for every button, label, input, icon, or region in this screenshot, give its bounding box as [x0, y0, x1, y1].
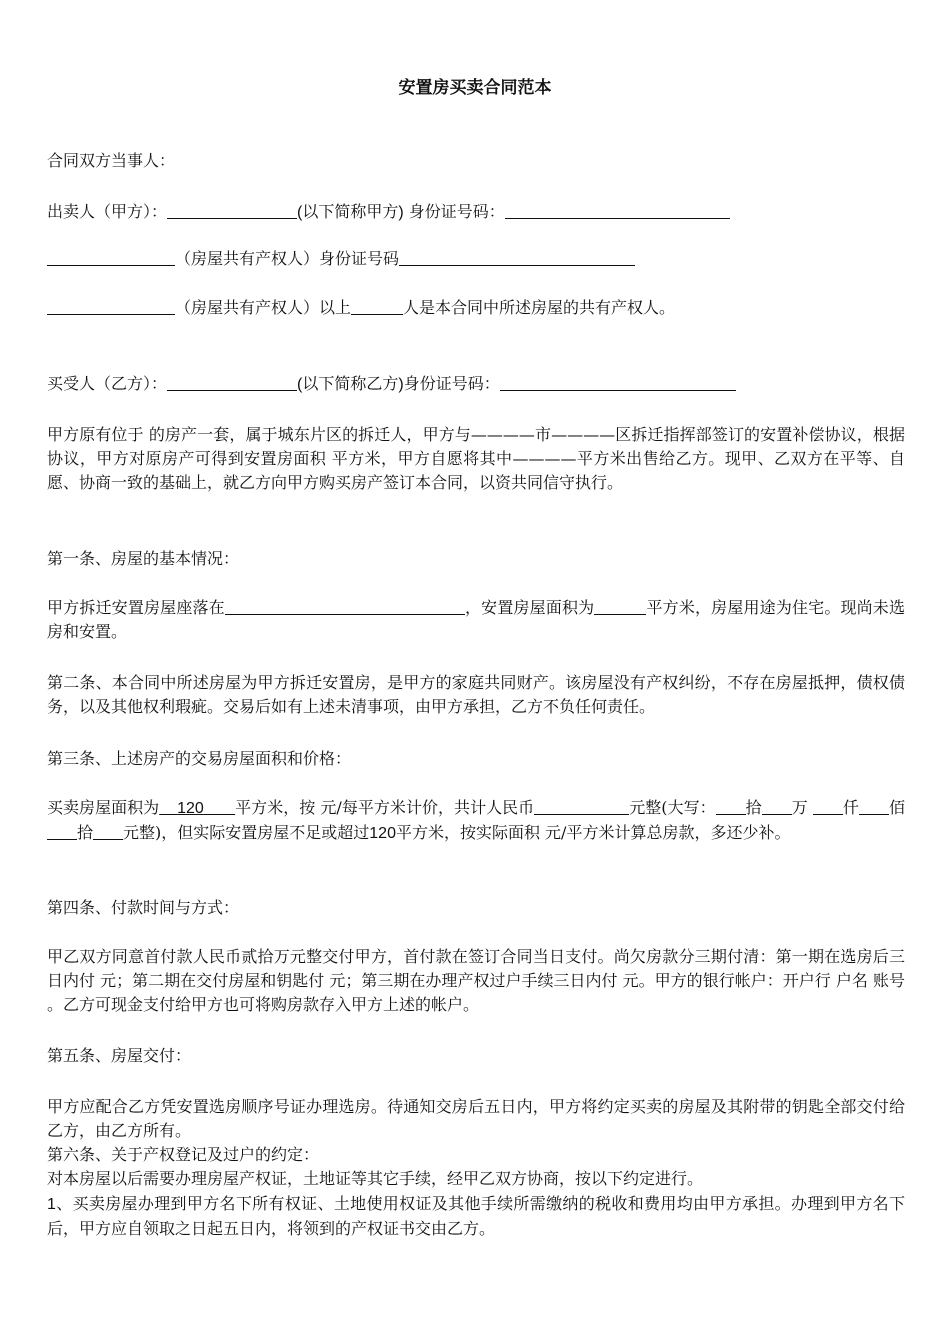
seller-alias: (以下简称甲方): [297, 204, 404, 221]
article-1-body: [47, 596, 905, 644]
seller-name-blank[interactable]: [167, 202, 297, 219]
article-1-text-3: 平方米，房屋用途为住宅。现尚未选房和安置。: [47, 598, 905, 641]
unit-qian: 仟: [842, 798, 859, 817]
buyer-id-blank[interactable]: [500, 374, 736, 391]
buyer-id-label: 身份证号码：: [403, 374, 500, 393]
buyer-alias: (以下简称乙方): [297, 376, 404, 393]
intro-paragraph: 甲方原有位于 的房产一套，属于城东片区的拆迁人，甲方与————市————区拆迁指挥部签订的安置补偿协议，根据协议，甲方对原房产可得到安置房面积 平方米，甲方自愿将其中————平方米出售给乙方。现甲、乙双方在平等、自愿、协商一致的基础上，就乙方向甲方购买房产签订本合同，以资共同信守执行。: [47, 425, 905, 492]
article-2: 第二条、本合同中所述房屋为甲方拆迁安置房，是甲方的家庭共同财产。该房屋没有产权纠纷，不存在房屋抵押，债权债务，以及其他权利瑕疵。交易后如有上述未清事项，由甲方承担，乙方不负任何责任。: [47, 673, 905, 716]
co-owner-line-2: [47, 297, 675, 319]
article-6-item-1: [47, 1192, 905, 1241]
wan-blank[interactable]: [762, 798, 792, 815]
co-owner-line-1: [47, 248, 635, 270]
seller-label: 出卖人（甲方）：: [47, 202, 168, 221]
buyer-label: 买受人（乙方）：: [47, 374, 168, 393]
shi-blank[interactable]: [47, 823, 77, 840]
article-3-text-1: 买卖房屋面积为: [47, 798, 160, 817]
co-owner-2-label: （房屋共有产权人）以上: [175, 298, 352, 317]
document-title: 安置房买卖合同范本: [398, 78, 552, 98]
article-4-body: 甲乙双方同意首付款人民币贰拾万元整交付甲方，首付款在签订合同当日支付。尚欠房款分三期付清：第一期在选房后三日内付 元；第二期在交付房屋和钥匙付 元；第三期在办理产权过户手续三日内付 元。甲方的银行帐户：开户行 户名 账号 。乙方可现金支付给甲方也可将购房款存入甲方上述的帐户。: [47, 947, 905, 1014]
bai-blank[interactable]: [859, 798, 889, 815]
article-4-heading: 第四条、付款时间与方式：: [47, 898, 240, 917]
co-owner-2-name-blank[interactable]: [47, 298, 175, 315]
article-6-heading: 第六条、关于产权登记及过户的约定：: [47, 1145, 320, 1164]
article-3-text-3: 元整(大写：: [629, 798, 716, 817]
parties-heading: 合同双方当事人：: [47, 151, 176, 170]
co-owner-1-label: （房屋共有产权人）身份证号码: [175, 249, 400, 268]
seller-id-blank[interactable]: [505, 202, 730, 219]
shi-wan-blank[interactable]: [716, 798, 746, 815]
article-6-line-1: 对本房屋以后需要办理房屋产权证，土地证等其它手续，经甲乙双方协商，按以下约定进行。: [47, 1169, 704, 1188]
article-3-body: [47, 796, 905, 846]
article-5-body: 甲方应配合乙方凭安置选房顺序号证办理选房。待通知交房后五日内，甲方将约定买卖的房屋及其附带的钥匙全部交付给乙方，由乙方所有。: [47, 1097, 905, 1140]
seller-id-label: 身份证号码：: [403, 202, 505, 221]
unit-shi: 拾: [745, 798, 762, 817]
article-3-text-5: 平方米，按实际面积 元/平方米计算总房款，多还少补。: [395, 823, 791, 842]
location-blank[interactable]: [225, 598, 465, 615]
qian-blank[interactable]: [813, 798, 843, 815]
unit-wan: 万: [791, 798, 808, 817]
co-owner-1-name-blank[interactable]: [47, 249, 175, 266]
co-owner-2-suffix: 人是本合同中所述房屋的共有产权人。: [403, 298, 676, 317]
article-1-text-2: ，安置房屋面积为: [464, 598, 595, 617]
total-price-blank[interactable]: [534, 798, 629, 815]
article-1-text-1: 甲方拆迁安置房屋座落在: [47, 598, 225, 617]
area-blank[interactable]: [594, 598, 646, 615]
yuan-blank[interactable]: [93, 823, 123, 840]
item-number: 1: [47, 1196, 56, 1213]
article-3-heading: 第三条、上述房产的交易房屋面积和价格：: [47, 749, 352, 768]
area-value: 120: [177, 800, 204, 817]
item-1-text: 、买卖房屋办理到甲方名下所有权证、土地使用权证及其他手续所需缴纳的税收和费用均由甲方承担。办理到甲方名下后，甲方应自领取之日起五日内，将领到的产权证书交由乙方。: [47, 1194, 905, 1238]
unit-shi-2: 拾: [77, 823, 94, 842]
article-5-heading: 第五条、房屋交付：: [47, 1046, 192, 1065]
unit-bai: 佰: [888, 798, 905, 817]
buyer-name-blank[interactable]: [167, 374, 297, 391]
area-value-2: 120: [369, 825, 396, 842]
buyer-line: [47, 373, 736, 396]
seller-line: [47, 201, 730, 224]
article-1-heading: 第一条、房屋的基本情况：: [47, 549, 240, 568]
co-owner-1-id-blank[interactable]: [399, 249, 635, 266]
co-owner-count-blank[interactable]: [351, 298, 403, 315]
article-3-text-4: 元整)，但实际安置房屋不足或超过: [123, 823, 370, 842]
article-3-text-2: 平方米，按 元/每平方米计价，共计人民币: [235, 798, 535, 817]
